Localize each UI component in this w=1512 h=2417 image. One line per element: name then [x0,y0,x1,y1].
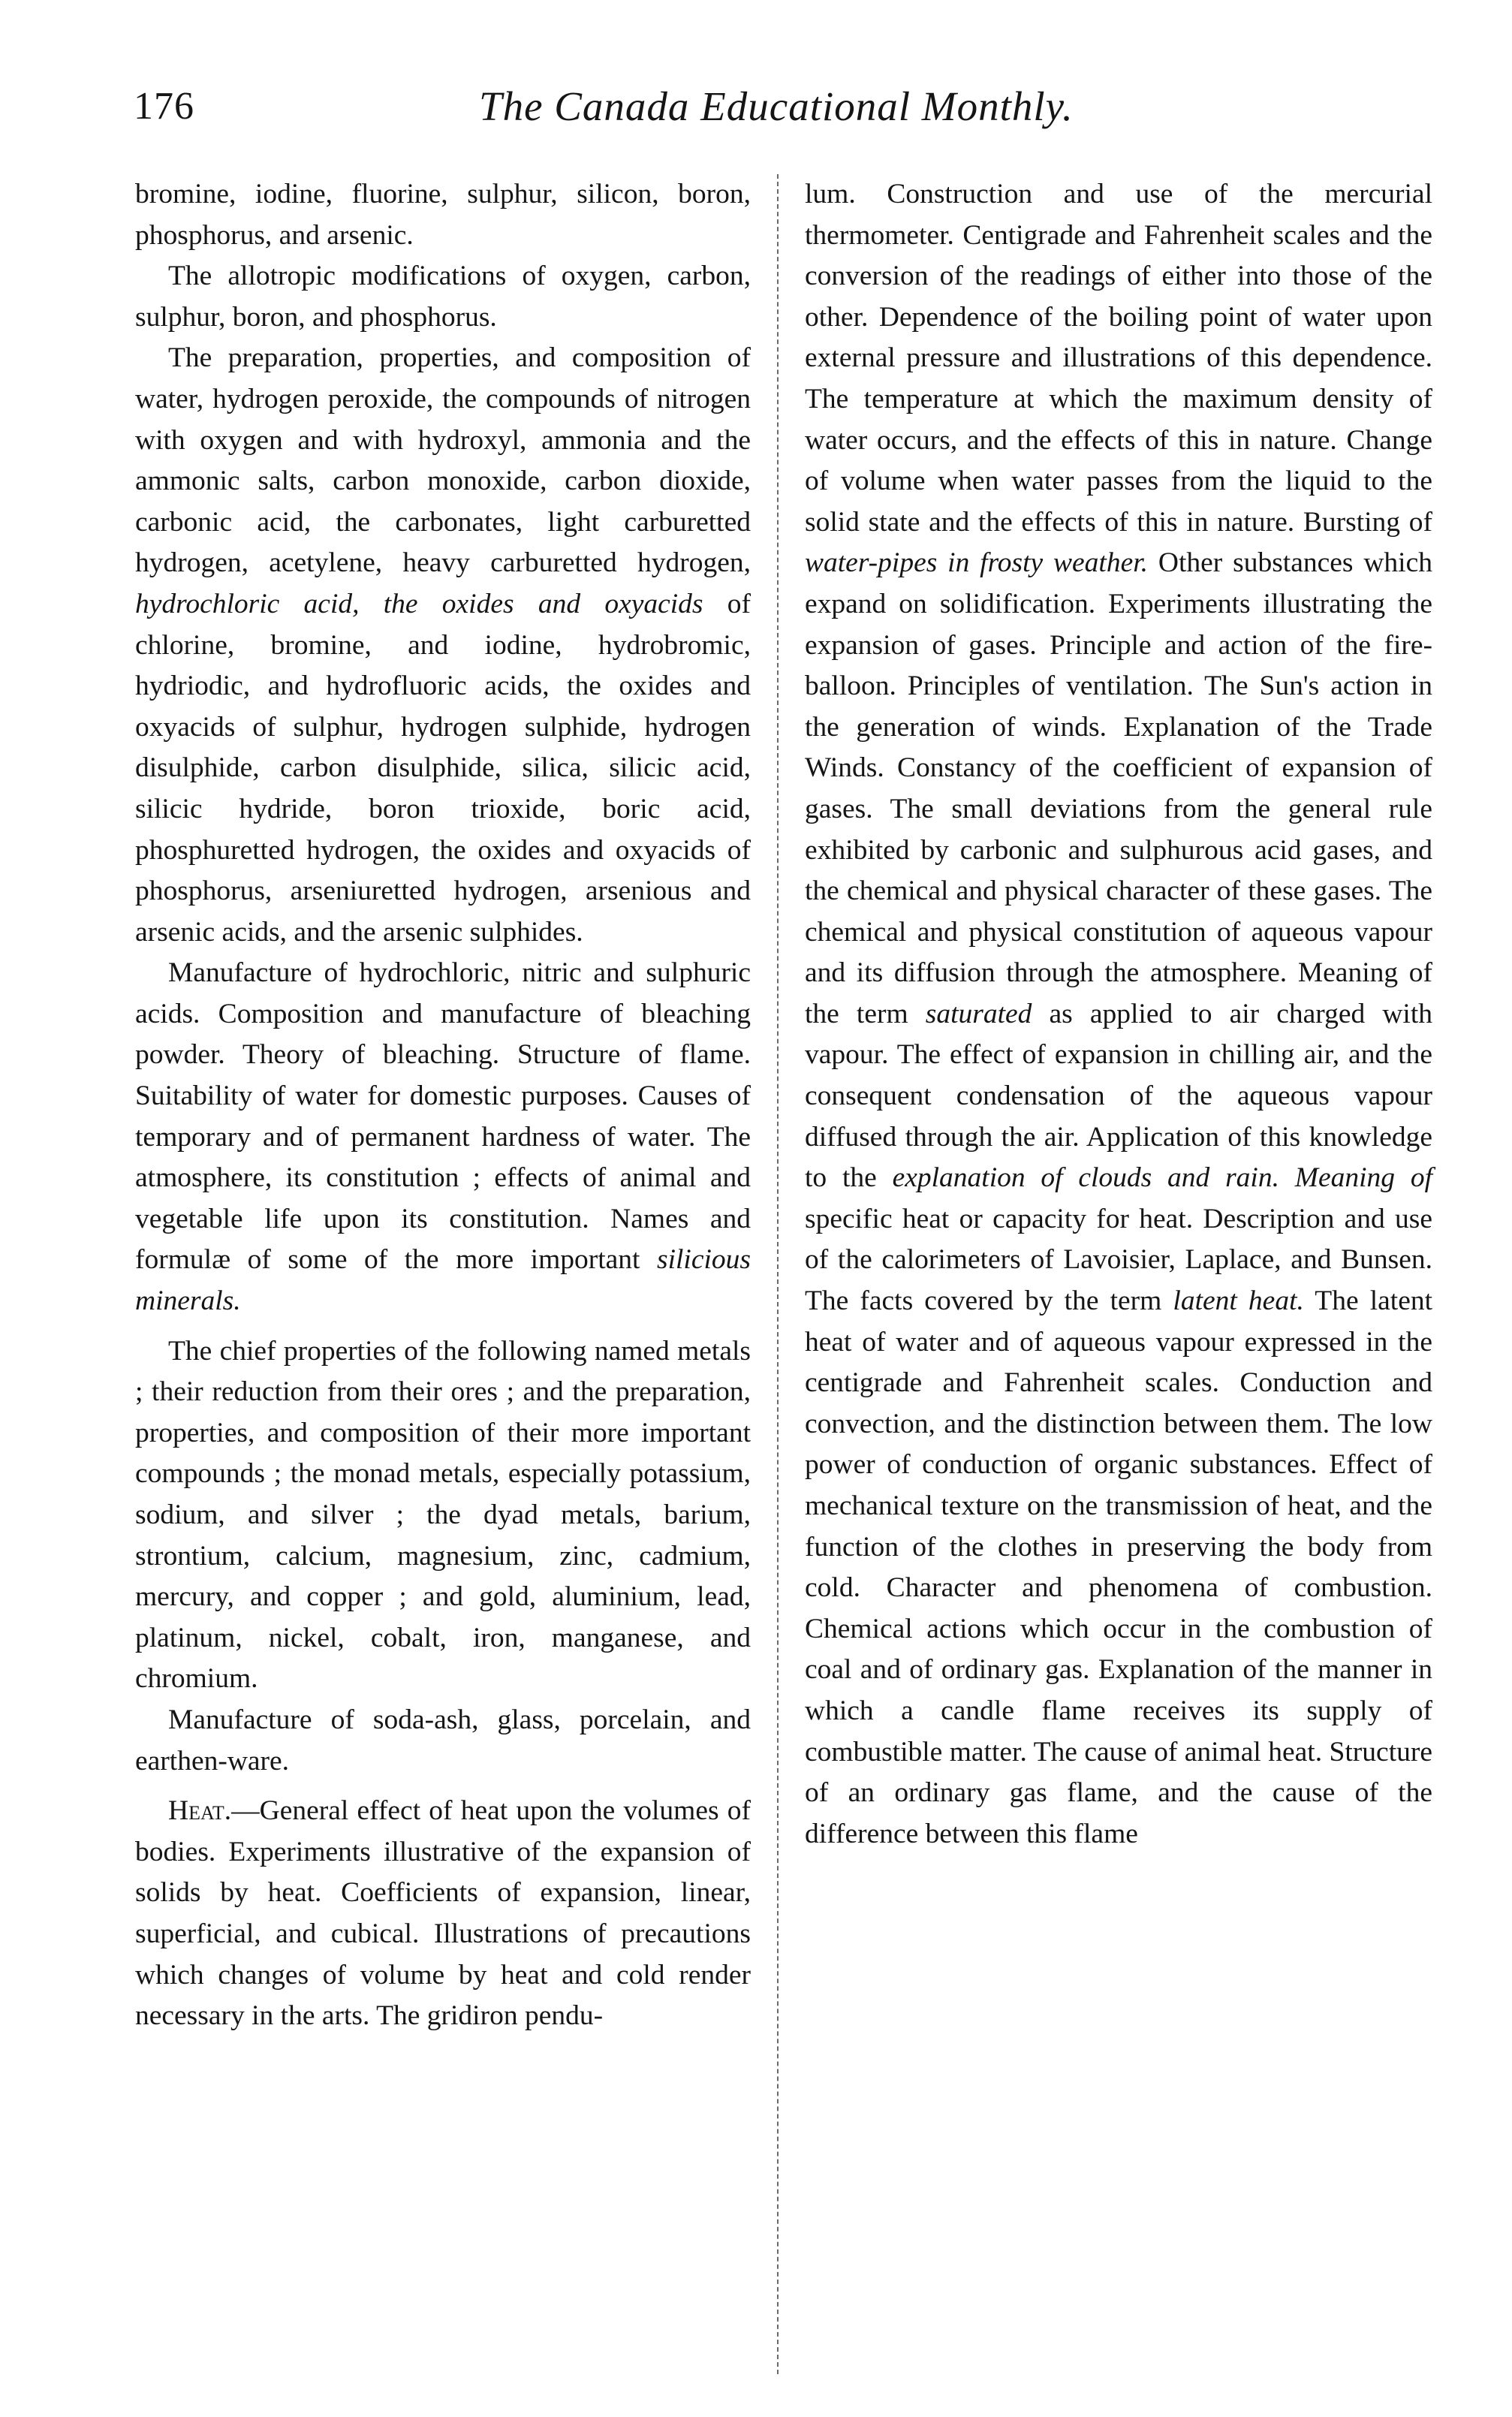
running-title: The Canada Educational Monthly. [479,83,1074,129]
right-column [805,174,1432,1855]
column-divider [777,174,779,2374]
paragraph-element-list: bromine, iodine, fluorine, sulphur, silicon, boron, phosphorus, and arsenic. [135,179,751,251]
paragraph-preparation-italic: hydrochloric acid, the oxides and oxyacids [135,588,703,619]
right-text-2: Other substances which expand on solidification. Experiments illustrating the expansion of gases. Principle and action of the fire-balloon. Principles of ventilation. The Sun's action in the generation of winds. Explanation of the Trade Winds. Constancy of the coefficient of expansion of gases. The small deviations from the general rule exhibited by carbonic and sulphurous acid gases, and the chemical and physical character of these gases. The chemical and physical constitution of aqueous vapour and its diffusion through the atmosphere. Meaning of the term [805,547,1432,1029]
right-text-3: as applied to air charged with vapour. The effect of expansion in chilling air, and the consequent condensation of the aqueous vapour diffused through the air. Application of this knowledge to the [805,998,1432,1194]
right-italic-4: latent heat. [1173,1285,1304,1317]
paragraph-preparation-text-a: The preparation, properties, and composition of water, hydrogen peroxide, the compounds of nitrogen with oxygen and with hydroxyl, ammonia and the ammonic salts, carbon monoxide, carbon dioxide, carbonic acid, the carbonates, light carburetted hydrogen, acetylene, heavy carburetted hydrogen, [135,342,751,579]
page-header [134,77,1432,137]
paragraph-soda-ash: Manufacture of soda-ash, glass, porcelain, and earthen-ware. [135,1704,751,1777]
right-italic-1: water-pipes in frosty weather. [805,547,1149,579]
left-column [135,174,751,2037]
paragraph-heat-text: —General effect of heat upon the volumes of bodies. Experiments illustrative of the expansion of solids by heat. Coefficients of expansion, linear, superficial, and cubical. Illustrations of precautions which changes of volume by heat and cold render necessary in the arts. The gridiron pendu- [135,1795,751,2032]
page-number: 176 [134,85,194,128]
paragraph-allotropic: The allotropic modifications of oxygen, carbon, sulphur, boron, and phosphorus. [135,261,751,333]
right-text-1: lum. Construction and use of the mercurial thermometer. Centigrade and Fahrenheit scales and the conversion of the readings of either into those of the other. Dependence of the boiling point of water upon external pressure and illustrations of this dependence. The temperature at which the maximum density of water occurs, and the effects of this in nature. Change of volume when water passes from the liquid to the solid state and the effects of this in nature. Bursting of [805,179,1432,538]
paragraph-metals: The chief properties of the following named metals ; their reduction from their ores ; and the preparation, properties, and composition of their more important compounds ; the monad metals, especially potassium, sodium, and silver ; the dyad metals, barium, strontium, calcium, magnesium, zinc, cadmium, mercury, and copper ; and gold, aluminium, lead, platinum, nickel, cobalt, iron, manganese, and chromium. [135,1335,751,1695]
heat-heading: Heat. [168,1795,232,1827]
paragraph-manufacture-italic: silicious minerals. [135,1244,751,1317]
paragraph-heat [135,1791,751,2037]
paragraph-manufacture-acids [135,953,751,1322]
right-text-5: The latent heat of water and of aqueous vapour expressed in the centigrade and Fahrenheit scales. Conduction and convection, and the distinction between them. The low power of conduction of organic substances. Effect of mechanical texture on the transmission of heat, and the function of the clothes in preserving the body from cold. Character and phenomena of combustion. Chemical actions which occur in the combustion of coal and of ordinary gas. Explanation of the manner in which a candle flame receives its supply of combustible matter. The cause of animal heat. Structure of an ordinary gas flame, and the cause of the difference between this flame [805,1285,1433,1849]
right-italic-3: explanation of clouds and rain. Meaning of [892,1162,1432,1194]
paragraph-heat-continued [805,174,1432,1855]
paragraph-preparation-text-b: of chlorine, bromine, and iodine, hydrobromic, hydriodic, and hydrofluoric acids, the oxides and oxyacids of sulphur, hydrogen sulphide, hydrogen disulphide, carbon disulphide, silica, silicic acid, silicic hydride, boron trioxide, boric acid, phosphuretted hydrogen, the oxides and oxyacids of phosphorus, arseniuretted hydrogen, arsenious and arsenic acids, and the arsenic sulphides. [135,588,751,948]
paragraph-preparation [135,338,751,953]
right-italic-2: saturated [925,998,1032,1029]
paragraph-manufacture-text: Manufacture of hydrochloric, nitric and sulphuric acids. Composition and manufacture of bleaching powder. Theory of bleaching. Structure of flame. Suitability of water for domestic purposes. Causes of temporary and of permanent hardness of water. The atmosphere, its constitution ; effects of animal and vegetable life upon its constitution. Names and formulæ of some of the more important [135,957,751,1276]
right-text-4: specific heat or capacity for heat. Description and use of the calorimeters of Lavoisier, Laplace, and Bunsen. The facts covered by the term [805,1203,1432,1317]
